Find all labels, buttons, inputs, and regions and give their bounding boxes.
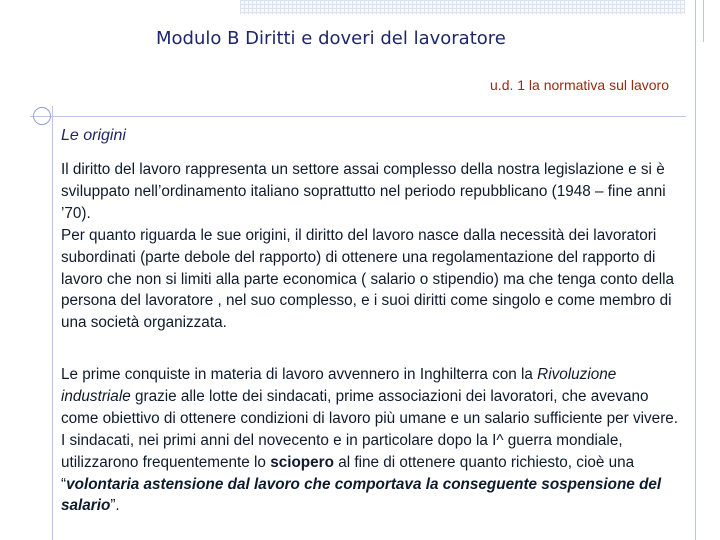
text-segment: al fine di ottenere quanto richiesto, cioè una “ <box>61 453 635 493</box>
italic-term: Rivoluzione industriale <box>61 366 617 405</box>
bold-italic-definition: volontaria astensione dal lavoro che comportava la conseguente sospensione del salario <box>61 475 662 515</box>
unit-subtitle: u.d. 1 la normativa sul lavoro <box>490 77 669 93</box>
right-margin-line <box>695 0 696 540</box>
paragraph-origins <box>61 159 681 334</box>
paragraph-origins-text-2: Per quanto riguarda le sue origini, il diritto del lavoro nasce dalla necessità dei lavoratori subordinati (parte debole del rapporto) di ottenere una regolamentazione del rapporto di lavoro che non si limiti alla parte economica ( salario o stipendio) ma che tenga conto della persona del lavoratore , nel suo complesso, e i suoi diritti come singolo e come membro di una società organizzata. <box>61 226 675 332</box>
header-grid-decoration <box>240 0 685 14</box>
text-segment: I sindacati, nei primi anni del novecento e in particolare dopo la I^ guerra mondiale, utilizzarono frequentemente lo <box>61 431 623 471</box>
paragraph-first-conquests <box>61 364 681 517</box>
page-title: Modulo B Diritti e doveri del lavoratore <box>156 28 506 49</box>
crosshair-circle-icon <box>33 107 51 125</box>
text-segment: ”. <box>110 497 120 515</box>
paragraph-origins-text-1: Il diritto del lavoro rappresenta un settore assai complesso della nostra legislazione e si è sviluppato nell’ordinamento italiano soprattutto nel periodo repubblicano (1948 – fine anni ’70). <box>61 161 666 222</box>
text-segment: Le prime conquiste in materia di lavoro avvennero in Inghilterra con la <box>61 366 538 383</box>
divider-line <box>30 116 686 117</box>
bold-term: sciopero <box>270 453 334 471</box>
section-heading: Le origini <box>61 127 126 144</box>
text-segment: grazie alle lotte dei sindacati, prime associazioni dei lavoratori, che avevano come obiettivo di ottenere condizioni di lavoro più umane e un salario sufficiente per vivere. <box>61 387 679 427</box>
right-top-accent-line <box>703 0 704 42</box>
left-margin-line <box>52 106 53 540</box>
